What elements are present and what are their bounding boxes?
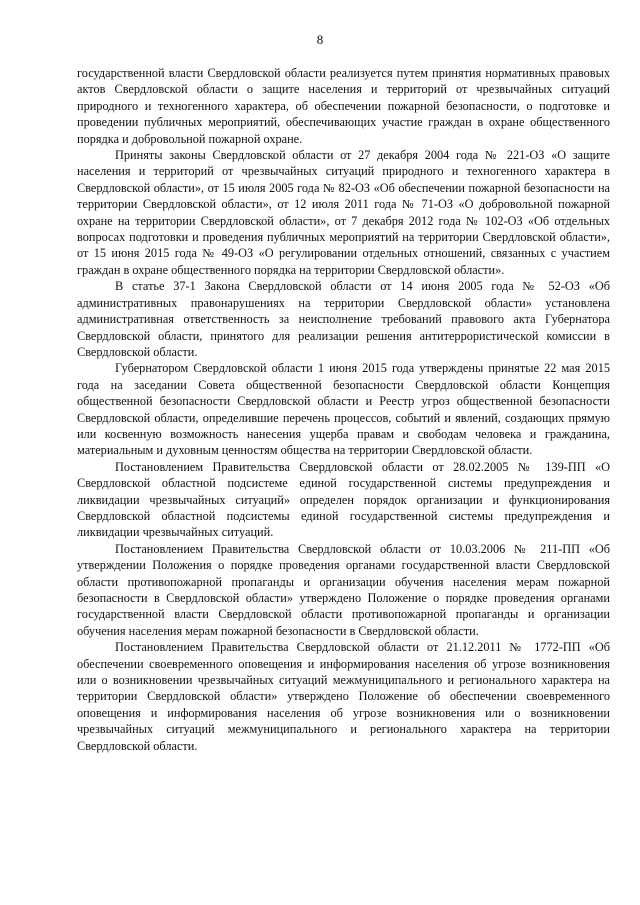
paragraph-continuation: государственной власти Свердловской области реализуется путем принятия нормативных правовых актов Свердловской области о защите населения и территорий от чрезвычайных ситуаций природного и техногенного характера, об обеспечении пожарной безопасности, о подготовке и проведении публичных мероприятий, обеспечивающих участие граждан в охране общественного порядка и добровольной пожарной охране. bbox=[77, 66, 610, 146]
paragraph-regional-laws: Приняты законы Свердловской области от 27 декабря 2004 года № 221-ОЗ «О защите населения и территорий от чрезвычайных ситуаций природного и техногенного характера в Свердловской области», от 15 июля 2005 года № 82-ОЗ «Об обеспечении пожарной безопасности на территории Свердловской области», от 12 июля 2011 года № 71-ОЗ «О добровольной пожарной охране на территории Свердловской области», от 7 декабря 2012 года № 102-ОЗ «Об отдельных вопросах подготовки и проведения публичных мероприятий на территории Свердловской области», от 15 июня 2015 года № 49-ОЗ «О регулировании отдельных отношений, связанных с участием граждан в охране общественного порядка на территории Свердловской области». bbox=[77, 148, 610, 277]
paragraph-security-concept: Губернатором Свердловской области 1 июня 2015 года утверждены принятые 22 мая 2015 года на заседании Совета общественной безопасности Свердловской области Концепция общественной безопасности Свердловской области и Реестр угроз общественной безопасности Свердловской области, определившие перечень процессов, событий и явлений, создающих прямую или косвенную возможность нанесения ущерба правам и свободам человека и гражданина, материальным и духовным ценностям общества на территории Свердловской области. bbox=[77, 361, 610, 458]
page-number: 8 bbox=[316, 32, 324, 47]
paragraph-resolution-1772-pp: Постановлением Правительства Свердловской области от 21.12.2011 № 1772-ПП «Об обеспечении своевременного оповещения и информирования населения об угрозе возникновения или о возникновении чрезвычайных ситуаций межмуниципального и регионального характера на территории Свердловской области» утверждено Положение об обеспечении своевременного оповещения и информирования населения об угрозе возникновения или о возникновении чрезвычайных ситуаций межмуниципального и регионального характера на территории Свердловской области. bbox=[77, 640, 610, 753]
document-body bbox=[77, 65, 610, 754]
paragraph-article-37-1: В статье 37-1 Закона Свердловской области от 14 июня 2005 года № 52-ОЗ «Об административных правонарушениях на территории Свердловской области» установлена административная ответственность за неисполнение требований правового акта Губернатора Свердловской области, принятого для реализации решения антитеррористической комиссии в Свердловской области. bbox=[77, 279, 610, 359]
paragraph-resolution-211-pp: Постановлением Правительства Свердловской области от 10.03.2006 № 211-ПП «Об утверждении Положения о порядке проведения органами государственной власти Свердловской области противопожарной пропаганды и организации обучения населения мерам пожарной безопасности в Свердловской области» утверждено Положение о порядке проведения органами государственной власти Свердловской области противопожарной пропаганды и организации обучения населения мерам пожарной безопасности в Свердловской области. bbox=[77, 541, 610, 638]
paragraph-resolution-139-pp: Постановлением Правительства Свердловской области от 28.02.2005 № 139-ПП «О Свердловской областной подсистеме единой государственной системы предупреждения и ликвидации чрезвычайных ситуаций» определен порядок организации и функционирования Свердловской областной подсистемы единой государственной системы предупреждения и ликвидации чрезвычайных ситуаций. bbox=[77, 459, 610, 540]
